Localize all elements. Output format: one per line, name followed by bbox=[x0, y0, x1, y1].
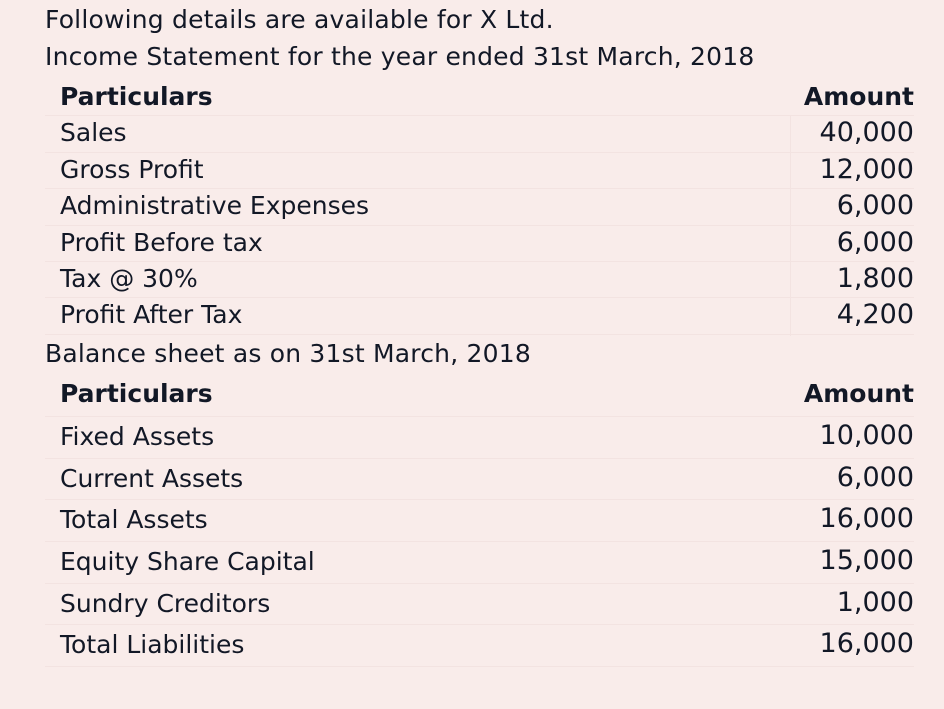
table-row bbox=[45, 625, 914, 667]
table-header-row bbox=[45, 80, 914, 116]
table-header-row bbox=[45, 375, 914, 417]
row-amount: 12,000 bbox=[819, 154, 914, 185]
intro-text: Following details are available for X Ltd. bbox=[45, 5, 554, 34]
row-amount: 15,000 bbox=[819, 545, 914, 576]
row-label: Fixed Assets bbox=[60, 422, 215, 451]
table-row bbox=[45, 153, 914, 189]
row-label: Profit Before tax bbox=[60, 228, 263, 257]
row-label: Current Assets bbox=[60, 464, 244, 493]
row-label: Sales bbox=[60, 118, 127, 147]
row-amount: 4,200 bbox=[836, 299, 914, 330]
table-row bbox=[45, 189, 914, 226]
row-label: Tax @ 30% bbox=[60, 264, 198, 293]
table-row bbox=[45, 226, 914, 262]
row-label: Sundry Creditors bbox=[60, 589, 271, 618]
row-amount: 6,000 bbox=[836, 190, 914, 221]
table-row bbox=[45, 584, 914, 625]
row-amount: 6,000 bbox=[836, 227, 914, 258]
row-label: Gross Profit bbox=[60, 155, 204, 184]
row-label: Total Liabilities bbox=[60, 630, 245, 659]
table-row bbox=[45, 262, 914, 298]
balance-sheet-title: Balance sheet as on 31st March, 2018 bbox=[45, 339, 531, 368]
row-amount: 1,800 bbox=[836, 263, 914, 294]
amount-header: Amount bbox=[803, 82, 914, 111]
table-row bbox=[45, 542, 914, 584]
income-statement-table bbox=[45, 80, 914, 335]
row-amount: 16,000 bbox=[819, 503, 914, 534]
balance-sheet-table bbox=[45, 375, 914, 667]
table-row bbox=[45, 459, 914, 500]
row-label: Equity Share Capital bbox=[60, 547, 315, 576]
particulars-header: Particulars bbox=[60, 379, 213, 408]
table-row bbox=[45, 500, 914, 542]
table-row bbox=[45, 116, 914, 153]
table-row bbox=[45, 298, 914, 335]
row-amount: 16,000 bbox=[819, 628, 914, 659]
row-amount: 1,000 bbox=[836, 587, 914, 618]
income-statement-title: Income Statement for the year ended 31st March, 2018 bbox=[45, 42, 755, 71]
amount-header: Amount bbox=[803, 379, 914, 408]
row-amount: 10,000 bbox=[819, 420, 914, 451]
row-label: Total Assets bbox=[60, 505, 208, 534]
particulars-header: Particulars bbox=[60, 82, 213, 111]
table-row bbox=[45, 417, 914, 459]
row-label: Profit After Tax bbox=[60, 300, 243, 329]
row-amount: 6,000 bbox=[836, 462, 914, 493]
row-label: Administrative Expenses bbox=[60, 191, 370, 220]
row-amount: 40,000 bbox=[819, 117, 914, 148]
